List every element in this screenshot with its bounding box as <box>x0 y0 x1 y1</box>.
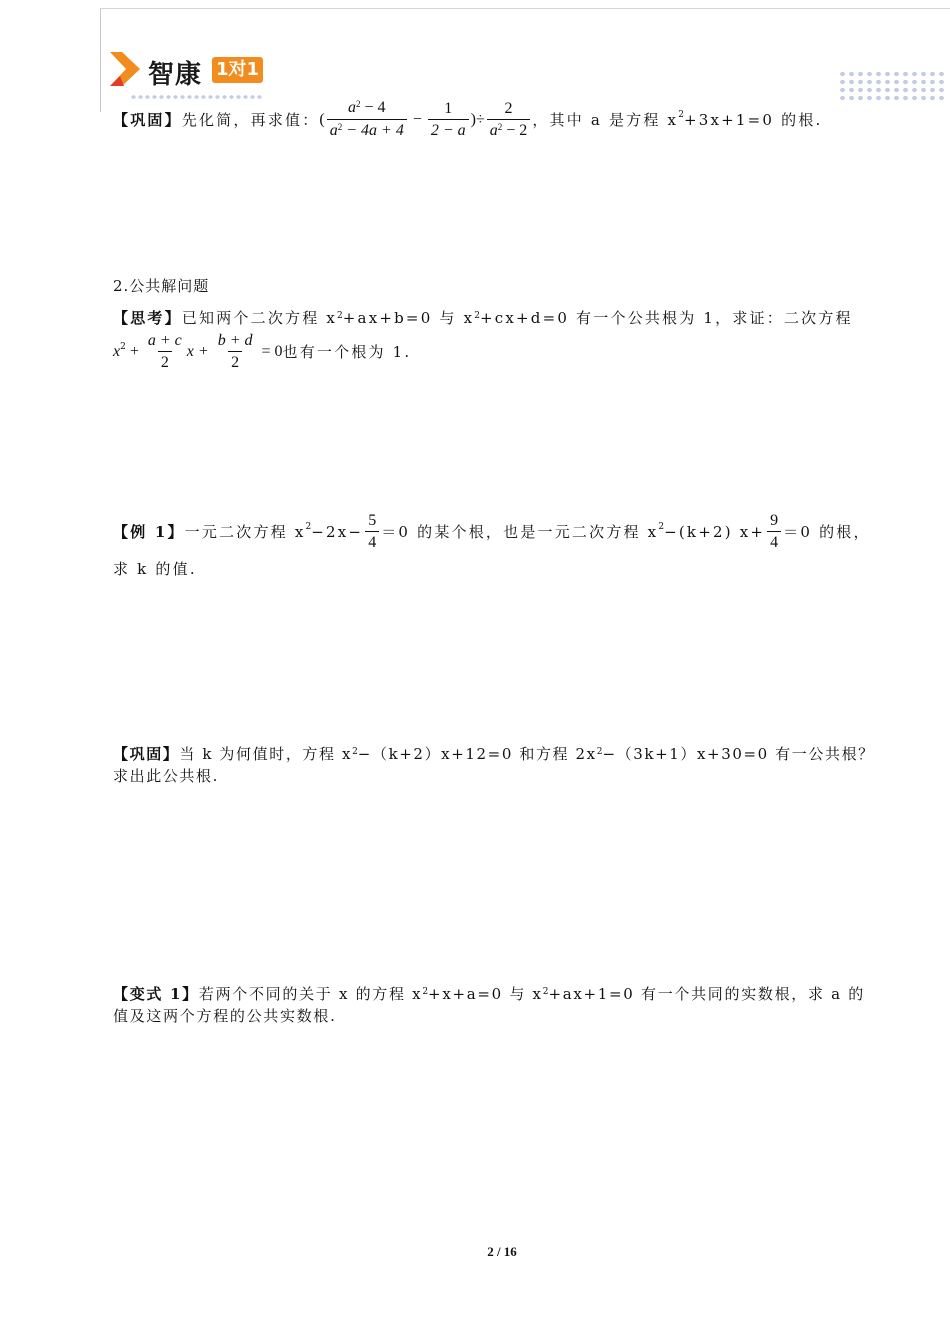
fraction-3 <box>487 100 531 141</box>
den-a: a <box>489 121 498 139</box>
paren-open: ( <box>319 111 325 128</box>
think-line-2 <box>113 330 411 374</box>
plus: + <box>125 343 143 360</box>
fraction-ac <box>145 332 185 372</box>
text: 先化简，再求值： <box>181 111 320 129</box>
num: 5 <box>368 512 377 529</box>
sup: 2 <box>356 99 361 109</box>
text: +ax+1=0 有一个共同的实数根，求 a 的 <box>548 985 865 1003</box>
header <box>100 0 950 112</box>
fraction-1 <box>327 99 407 141</box>
tag: 【思考】 <box>113 309 182 327</box>
fraction-5-4 <box>365 512 379 552</box>
text: −（3k+1）x+30=0 有一公共根？ <box>602 745 875 763</box>
think-line-1 <box>113 308 853 331</box>
example-1-line-1 <box>113 510 871 554</box>
den-tail: − 2 <box>502 121 528 139</box>
consolidate-2-line-2: 求出此公共根. <box>113 767 219 785</box>
den: 4 <box>767 531 781 552</box>
den: 2 − a <box>430 122 466 139</box>
sup: 2 <box>305 522 312 532</box>
sup: 2 <box>352 747 358 757</box>
logo <box>110 52 280 88</box>
num: 9 <box>770 512 779 529</box>
num: 2 <box>504 99 513 117</box>
minus: − <box>412 111 422 128</box>
den-tail: − 4a + 4 <box>342 122 404 139</box>
fraction-bd <box>215 332 256 372</box>
var-x: x <box>113 343 121 360</box>
num: a + c <box>147 332 182 349</box>
text: +x+a=0 与 x <box>428 985 543 1003</box>
logo-badge: 1对1 <box>212 57 263 83</box>
den: 2 <box>158 351 172 372</box>
example-1-line-2: 求 k 的值. <box>113 560 197 578</box>
logo-text: 智康 <box>148 60 203 90</box>
text: +ax+b=0 与 x <box>342 309 475 327</box>
equals-zero: = 0 <box>257 343 283 360</box>
sup: 2 <box>120 342 126 352</box>
text: −2x− <box>311 523 364 541</box>
sup: 2 <box>337 311 343 321</box>
tag: 【巩固】 <box>113 745 180 763</box>
tag: 【巩固】 <box>113 111 182 129</box>
text: 若两个不同的关于 x 的方程 x <box>198 985 423 1003</box>
consolidate-2-line-1 <box>113 744 875 767</box>
sup: 2 <box>474 311 480 321</box>
variant-1-line-1 <box>113 984 865 1007</box>
logo-mark-icon <box>110 52 140 86</box>
tag: 【变式 1】 <box>113 985 199 1003</box>
consolidate-1 <box>113 98 823 142</box>
page-number: 2 / 16 <box>487 1244 517 1259</box>
x-plus: x + <box>186 343 213 360</box>
section-title: 2.公共解问题 <box>113 277 210 295</box>
paren-close-div: )÷ <box>470 111 485 128</box>
header-frame-left <box>100 8 101 112</box>
den-a: a <box>329 122 338 139</box>
text: −（k+2）x+12=0 和方程 2x <box>357 745 597 763</box>
text: +cx+d=0 有一个公共根为 1，求证：二次方程 <box>479 309 853 327</box>
fraction-9-4 <box>767 512 781 552</box>
sup: 2 <box>678 110 684 120</box>
num-a: a <box>348 99 357 116</box>
text: −(k+2) x+ <box>664 523 766 541</box>
header-frame-top <box>100 8 950 9</box>
sup: 2 <box>422 987 429 997</box>
text: 一元二次方程 x <box>184 523 306 541</box>
sup: 2 <box>658 522 665 532</box>
text: ＝0 的根， <box>783 523 871 541</box>
variant-1-line-2: 值及这两个方程的公共实数根. <box>113 1007 337 1025</box>
den: 2 <box>228 351 242 372</box>
num: b + d <box>217 332 253 349</box>
fraction-2 <box>428 100 469 140</box>
sup: 2 <box>542 987 549 997</box>
num-tail: − 4 <box>360 99 386 116</box>
sup: 2 <box>337 122 343 132</box>
header-dot-matrix <box>838 70 946 100</box>
text: +3x+1=0 的根. <box>683 111 823 129</box>
text: 当 k 为何值时，方程 x <box>179 745 353 763</box>
text: 已知两个二次方程 x <box>181 309 338 327</box>
sup: 2 <box>596 747 603 757</box>
tag: 【例 1】 <box>113 523 185 541</box>
num: 1 <box>444 100 453 117</box>
text: ，其中 a 是方程 x <box>532 111 679 129</box>
text: ＝0 的某个根，也是一元二次方程 x <box>381 523 659 541</box>
den: 4 <box>365 531 379 552</box>
sup: 2 <box>497 121 503 132</box>
text: 也有一个根为 1. <box>282 343 412 361</box>
